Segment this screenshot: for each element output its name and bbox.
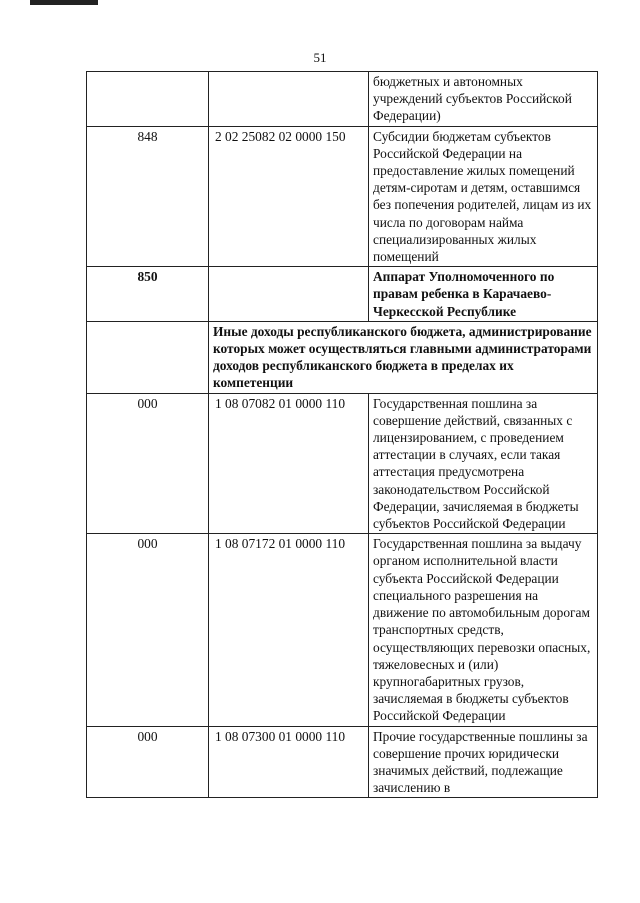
table-row: [87, 393, 598, 534]
admin-code-cell: 000: [87, 726, 209, 798]
revenue-name-cell: Государственная пошлина за выдачу органом исполнительной власти субъекта Российской Федерации специального разрешения на движение по автомобильным дорогам транспортных средств, осуществляющих перевозки опасных, тяжеловесных и (или) крупногабаритных грузов, зачисляемая в бюджеты субъектов Российской Федерации: [369, 534, 598, 726]
admin-code-cell: 000: [87, 534, 209, 726]
table-row: [87, 726, 598, 798]
section-header: Иные доходы республиканского бюджета, администрирование которых может осуществляться главными администраторами доходов республиканского бюджета в пределах их компетенции: [209, 321, 598, 393]
kbk-code-cell: 1 08 07172 01 0000 110: [209, 534, 369, 726]
revenue-table: [86, 71, 598, 798]
kbk-code-cell: 1 08 07300 01 0000 110: [209, 726, 369, 798]
admin-code-cell: [87, 72, 209, 127]
administrator-name-cell: Аппарат Уполномоченного по правам ребенка в Карачаево-Черкесской Республике: [369, 267, 598, 322]
kbk-code-cell: 1 08 07082 01 0000 110: [209, 393, 369, 534]
kbk-code-cell: [209, 267, 369, 322]
revenue-name-cell: бюджетных и автономных учреждений субъектов Российской Федерации): [369, 72, 598, 127]
table-row: [87, 72, 598, 127]
kbk-code-cell: 2 02 25082 02 0000 150: [209, 126, 369, 267]
revenue-name-cell: Субсидии бюджетам субъектов Российской Федерации на предоставление жилых помещений детям-сиротам и детям, оставшимся без попечения родителей, лицам из их числа по договорам найма специализированных жилых помещений: [369, 126, 598, 267]
admin-code-cell: 000: [87, 393, 209, 534]
table-row: [87, 267, 598, 322]
top-edge-mark: [30, 0, 98, 5]
revenue-name-cell: Государственная пошлина за совершение действий, связанных с лицензированием, с проведением аттестации в случаях, если такая аттестация предусмотрена законодательством Российской Федерации, зачисляемая в бюджеты субъектов Российской Федерации: [369, 393, 598, 534]
empty-cell: [87, 321, 209, 393]
kbk-code-cell: [209, 72, 369, 127]
revenue-name-cell: Прочие государственные пошлины за совершение прочих юридически значимых действий, подлежащие зачислению в: [369, 726, 598, 798]
table-row: [87, 534, 598, 726]
section-header-row: [87, 321, 598, 393]
table-row: [87, 126, 598, 267]
admin-code-cell: 848: [87, 126, 209, 267]
admin-code-cell: 850: [87, 267, 209, 322]
page-number: 51: [313, 50, 327, 65]
